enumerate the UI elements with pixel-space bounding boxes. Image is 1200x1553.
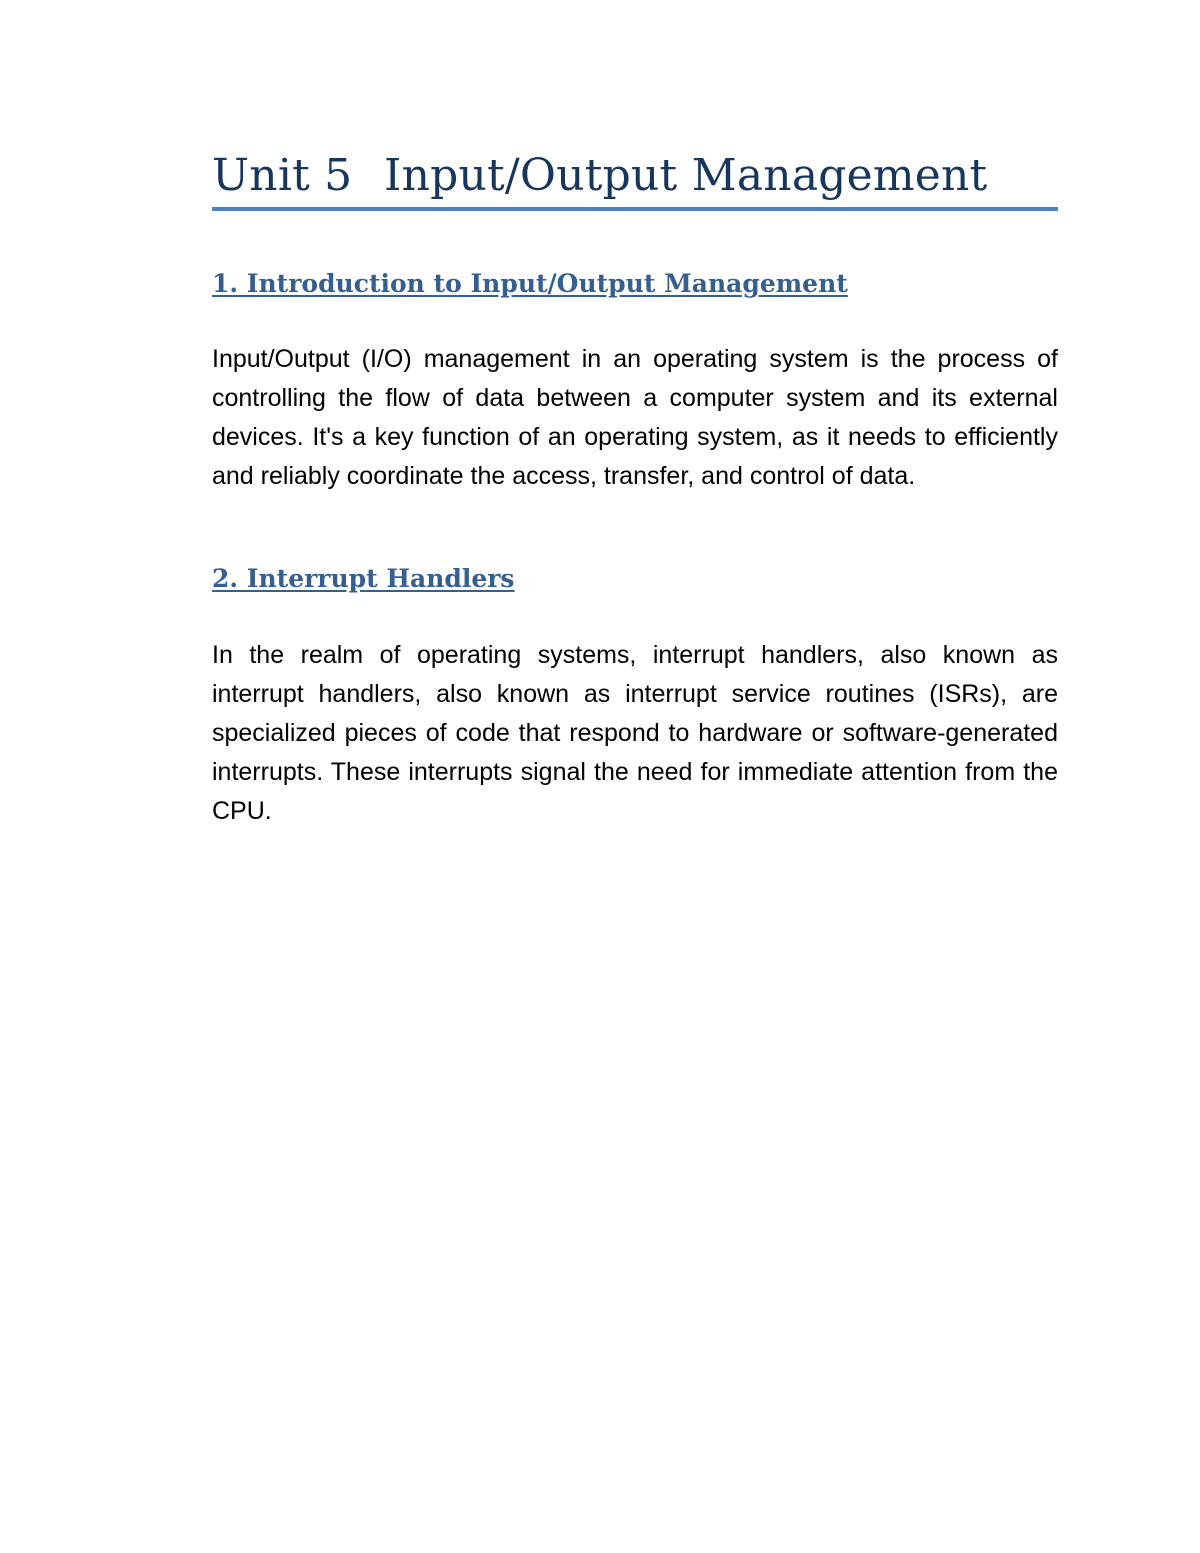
section-heading-introduction: 1. Introduction to Input/Output Management <box>212 269 848 298</box>
title-text: Input/Output Management <box>384 150 988 201</box>
section-heading-interrupt-handlers: 2. Interrupt Handlers <box>212 564 515 593</box>
section-body-introduction: Input/Output (I/O) management in an operating system is the process of controlling the flow of data between a computer system and its external devices. It's a key function of an operating system, as it needs to efficiently and reliably coordinate the access, transfer, and control of data. <box>212 345 1058 490</box>
page-content <box>212 150 1058 831</box>
page-title <box>212 150 1058 211</box>
title-unit-number: Unit 5 <box>212 150 353 201</box>
section-body-interrupt-handlers: In the realm of operating systems, interrupt handlers, also known as interrupt handlers, also known as interrupt service routines (ISRs), are specialized pieces of code that respond to hardware or software-generated interrupts. These interrupts signal the need for immediate attention from the CPU. <box>212 641 1058 825</box>
